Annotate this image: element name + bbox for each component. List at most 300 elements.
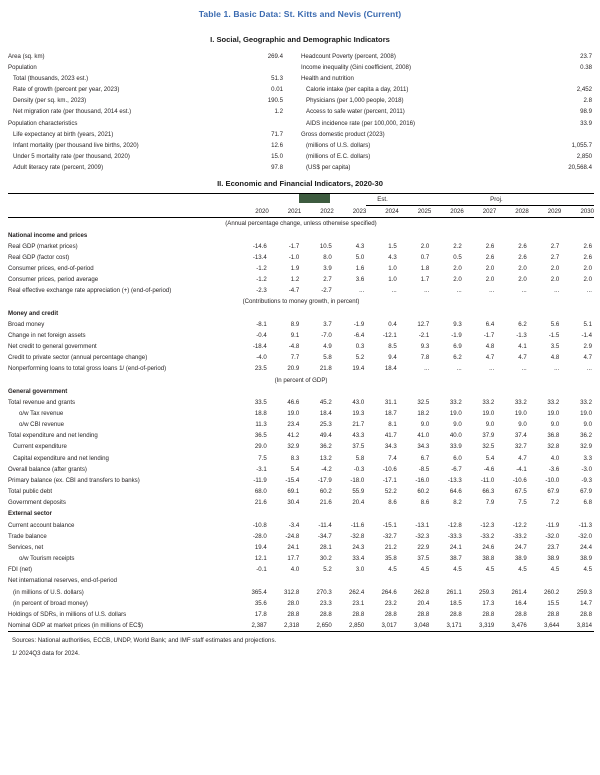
section-1-value bbox=[242, 118, 301, 129]
cell-2023: -11.6 bbox=[350, 521, 365, 529]
cell-2025: 60.2 bbox=[417, 488, 430, 496]
section-1-row bbox=[8, 162, 301, 173]
cell-2025: 1.8 bbox=[420, 264, 430, 272]
cell-2028: 28.8 bbox=[514, 610, 527, 618]
cell-2023: 33.4 bbox=[352, 555, 365, 563]
section-1-label: Income inequality (Gini coefficient, 2008) bbox=[301, 64, 411, 72]
cell-2021: 9.1 bbox=[290, 331, 300, 339]
cell-2021: -1.7 bbox=[288, 242, 300, 250]
cell-2030: 4.5 bbox=[583, 566, 592, 574]
cell-2024: 8.1 bbox=[388, 421, 397, 429]
cell-2027: 28.8 bbox=[482, 610, 495, 618]
cell-2026: -6.7 bbox=[451, 465, 462, 473]
cell-2026: 40.0 bbox=[449, 432, 462, 440]
cell-2022: 36.2 bbox=[319, 443, 332, 451]
cell-2021: 69.1 bbox=[287, 488, 300, 496]
cell-2021: 312.8 bbox=[284, 588, 300, 596]
cell-2020: 18.8 bbox=[254, 410, 267, 417]
section-1-row bbox=[301, 129, 594, 140]
cell-2030: 2.0 bbox=[583, 276, 592, 284]
cell-2021: 24.1 bbox=[287, 543, 300, 551]
row-label: o/w CBI revenue bbox=[19, 421, 65, 429]
section-1-label: Under 5 mortality rate (per thousand, 2020) bbox=[13, 152, 130, 160]
cell-2026: 33.9 bbox=[449, 443, 462, 451]
cell-2030: 9.0 bbox=[583, 421, 592, 429]
cell-2028: 7.5 bbox=[518, 499, 527, 507]
row-label: (in millions of U.S. dollars) bbox=[13, 588, 84, 596]
cell-2025: 41.0 bbox=[417, 432, 430, 440]
cell-2022: 4.9 bbox=[323, 343, 332, 351]
section-2-table-wrap bbox=[6, 193, 594, 632]
row-label: Trade balance bbox=[8, 532, 47, 540]
cell-2026: 2.2 bbox=[453, 242, 462, 250]
cell-2030: 14.7 bbox=[580, 599, 592, 607]
page-title: Table 1. Basic Data: St. Kitts and Nevis (Current) bbox=[198, 9, 402, 19]
cell-2030: 3.3 bbox=[583, 454, 592, 462]
cell-2027: 259.3 bbox=[479, 588, 495, 596]
section-1-row bbox=[301, 162, 594, 173]
cell-2025: 6.7 bbox=[420, 454, 430, 462]
cell-2023: 19.3 bbox=[352, 410, 365, 417]
section-1-label: Headcount Poverty (percent, 2008) bbox=[301, 53, 396, 60]
cell-2026: 3,171 bbox=[446, 621, 462, 629]
cell-2023: 23.1 bbox=[352, 599, 365, 607]
cell-2026: 4.5 bbox=[453, 566, 462, 574]
cell-2025: 1.7 bbox=[420, 276, 430, 284]
cell-2020: 17.8 bbox=[254, 610, 267, 618]
section-1-label: AIDS incidence rate (per 100,000, 2016) bbox=[306, 119, 416, 127]
cell-2021: 7.7 bbox=[290, 354, 300, 362]
section-1-row bbox=[301, 118, 594, 129]
section-1-value: 12.6 bbox=[271, 141, 283, 149]
table-row bbox=[8, 419, 594, 430]
cell-2020: 12.1 bbox=[254, 555, 267, 563]
section-1-row bbox=[301, 62, 594, 73]
table-row bbox=[8, 352, 594, 363]
cell-2022: 3.7 bbox=[323, 320, 332, 328]
section-group-label: External sector bbox=[8, 510, 53, 518]
cell-2020: -14.6 bbox=[252, 242, 267, 250]
table-row bbox=[8, 542, 594, 553]
cell-2025: -8.5 bbox=[418, 465, 430, 473]
section-1-left-column bbox=[8, 51, 301, 173]
column-header-2029: 2029 bbox=[547, 208, 562, 216]
cell-2021: 23.4 bbox=[287, 421, 300, 429]
cell-2026: ... bbox=[456, 365, 462, 373]
cell-2023: -1.9 bbox=[353, 320, 365, 328]
section-1-row bbox=[301, 95, 594, 106]
cell-2028: 6.2 bbox=[518, 320, 527, 328]
sources-note: Sources: National authorities, ECCB, UNDP, World Bank; and IMF staff estimates and projections. bbox=[12, 637, 277, 645]
table-header-year-row bbox=[8, 206, 594, 218]
row-label: Change in net foreign assets bbox=[8, 331, 86, 339]
cell-2024: -12.1 bbox=[382, 331, 397, 339]
cell-2024: 4.5 bbox=[388, 566, 397, 574]
cell-2020: -28.0 bbox=[252, 532, 267, 540]
cell-2024: -10.6 bbox=[382, 465, 397, 473]
cell-2024: 1.0 bbox=[388, 264, 397, 272]
cell-2020: 21.6 bbox=[254, 499, 267, 507]
section-2-title: II. Economic and Financial Indicators, 2020-30 bbox=[217, 179, 383, 189]
section-1-label: Population bbox=[8, 64, 37, 72]
cell-2027: -4.6 bbox=[483, 465, 495, 473]
unit-caption-row bbox=[8, 296, 594, 307]
cell-2030: 24.4 bbox=[580, 543, 592, 551]
section-group-row bbox=[8, 386, 594, 397]
cell-2023: -0.3 bbox=[353, 465, 365, 473]
cell-2023: -32.8 bbox=[350, 532, 365, 540]
column-header-2027: 2027 bbox=[482, 208, 497, 216]
section-1-value: 33.9 bbox=[580, 119, 592, 127]
cell-2024: 264.6 bbox=[381, 588, 397, 596]
cell-2021: 2,318 bbox=[284, 621, 300, 629]
section-1-label: Life expectancy at birth (years, 2021) bbox=[13, 130, 114, 138]
cell-2029: 23.7 bbox=[547, 543, 560, 551]
section-1-label: Access to safe water (percent, 2011) bbox=[306, 108, 405, 116]
cell-2028: 32.7 bbox=[514, 443, 527, 451]
section-group-row bbox=[8, 308, 594, 319]
section-1-value: 190.5 bbox=[267, 97, 283, 105]
cell-2027: 2.6 bbox=[485, 253, 495, 261]
table-row bbox=[8, 520, 594, 531]
cell-2022: 30.2 bbox=[319, 555, 332, 563]
column-header-2026: 2026 bbox=[450, 208, 464, 216]
section-1-title: I. Social, Geographic and Demographic Indicators bbox=[210, 35, 390, 44]
section-1-label: Total (thousands, 2023 est.) bbox=[13, 75, 89, 83]
cell-2025: 4.5 bbox=[420, 566, 430, 574]
cell-2021: 8.9 bbox=[290, 320, 300, 328]
cell-2030: 2.6 bbox=[583, 242, 592, 250]
cell-2022: 270.3 bbox=[316, 588, 332, 596]
cell-2025: 22.9 bbox=[417, 543, 430, 551]
cell-2024: 52.2 bbox=[384, 488, 397, 496]
cell-2028: 9.0 bbox=[518, 421, 527, 429]
cell-2029: 2.0 bbox=[550, 264, 560, 272]
cell-2029: 7.2 bbox=[550, 499, 560, 507]
cell-2023: 2,850 bbox=[349, 621, 365, 629]
cell-2022: 49.4 bbox=[319, 432, 332, 440]
cell-2030: ... bbox=[586, 287, 592, 295]
cell-2026: 2.0 bbox=[453, 276, 462, 284]
unit-caption: (In percent of GDP) bbox=[274, 376, 328, 384]
cell-2020: -2.3 bbox=[256, 287, 267, 295]
year-highlight-block bbox=[299, 194, 329, 203]
cell-2025: 34.3 bbox=[417, 443, 430, 451]
cell-2025: -2.1 bbox=[418, 331, 430, 339]
unit-caption-row bbox=[8, 218, 594, 229]
cell-2022: 13.2 bbox=[319, 454, 332, 462]
cell-2022: 2.7 bbox=[323, 276, 332, 284]
cell-2029: 28.8 bbox=[547, 610, 560, 618]
cell-2027: -1.7 bbox=[483, 331, 495, 339]
cell-2022: 2,650 bbox=[316, 621, 332, 629]
cell-2029: 260.2 bbox=[544, 588, 560, 596]
column-header-2023: 2023 bbox=[352, 207, 367, 215]
cell-2023: 4.3 bbox=[355, 242, 365, 250]
cell-2027: 19.0 bbox=[482, 410, 495, 417]
cell-2023: 0.3 bbox=[355, 343, 365, 351]
section-1-value: 23.7 bbox=[580, 53, 592, 60]
section-1-value bbox=[540, 129, 594, 140]
row-label: FDI (net) bbox=[8, 566, 33, 574]
row-label: Current expenditure bbox=[13, 443, 67, 451]
cell-2023: 262.4 bbox=[349, 588, 365, 596]
table-row bbox=[8, 620, 594, 631]
cell-2023: 28.8 bbox=[352, 610, 365, 618]
cell-2024: 41.7 bbox=[384, 432, 397, 440]
row-label: Real GDP (factor cost) bbox=[8, 253, 70, 261]
cell-2030: 36.2 bbox=[580, 432, 592, 440]
section-1-label: Physicians (per 1,000 people, 2018) bbox=[306, 97, 404, 105]
cell-2026: 38.7 bbox=[449, 555, 462, 563]
table-row bbox=[8, 330, 594, 341]
cell-2020: 29.0 bbox=[254, 443, 267, 451]
cell-2024: ... bbox=[391, 287, 397, 295]
cell-2021: -3.4 bbox=[288, 521, 300, 529]
row-label: Real GDP (market prices) bbox=[8, 242, 78, 250]
section-1-label: Area (sq. km) bbox=[8, 53, 45, 60]
cell-2027: 4.7 bbox=[485, 354, 495, 362]
section-1-value: 71.7 bbox=[271, 130, 283, 138]
cell-2022: -11.4 bbox=[318, 521, 332, 529]
cell-2030: -9.3 bbox=[581, 476, 592, 484]
cell-2021: 30.4 bbox=[287, 499, 300, 507]
cell-2022: -4.2 bbox=[321, 465, 332, 473]
cell-2025: 262.8 bbox=[414, 588, 430, 596]
section-1-row bbox=[301, 140, 594, 151]
cell-2022: -7.0 bbox=[321, 331, 332, 339]
cell-2029: -1.5 bbox=[548, 331, 560, 339]
section-1-value: 269.4 bbox=[267, 53, 283, 60]
section-1-row bbox=[8, 151, 301, 162]
table-row bbox=[8, 553, 594, 564]
section-1-value: 20,568.4 bbox=[568, 163, 592, 171]
table-row bbox=[8, 475, 594, 486]
row-label: Primary balance (ex. CBI and transfers to banks) bbox=[8, 476, 140, 484]
section-group-label: National income and prices bbox=[8, 231, 88, 239]
cell-2023: 3.6 bbox=[355, 276, 365, 284]
cell-2023: -6.4 bbox=[353, 331, 365, 339]
cell-2020: -11.9 bbox=[253, 476, 267, 484]
row-label: Current account balance bbox=[8, 521, 75, 529]
cell-2028: -1.3 bbox=[516, 331, 527, 339]
cell-2029: ... bbox=[554, 365, 560, 373]
row-label: Total revenue and grants bbox=[8, 398, 76, 406]
cell-2020: 7.5 bbox=[258, 454, 267, 462]
column-header-2024: 2024 bbox=[385, 208, 399, 216]
table-row bbox=[8, 319, 594, 330]
header-year-spacer bbox=[8, 206, 236, 218]
cell-2025: 7.8 bbox=[420, 354, 430, 362]
table-row bbox=[8, 397, 594, 408]
cell-2022: 60.2 bbox=[319, 488, 332, 496]
section-1-value: 2,452 bbox=[576, 86, 592, 94]
cell-2027: 32.5 bbox=[482, 443, 495, 451]
header-blank-2023 bbox=[334, 194, 367, 206]
section-1-label: (millions of U.S. dollars) bbox=[306, 141, 371, 149]
table-row bbox=[8, 564, 594, 575]
cell-2024: 1.0 bbox=[388, 276, 397, 284]
cell-2028: 4.1 bbox=[518, 343, 527, 351]
section-1-value: 98.9 bbox=[580, 108, 592, 116]
cell-2028: 2.6 bbox=[518, 242, 527, 250]
unit-caption-row bbox=[8, 375, 594, 386]
row-label: Total public debt bbox=[8, 488, 53, 496]
cell-2030: 67.9 bbox=[580, 488, 592, 496]
cell-2024: 21.2 bbox=[384, 543, 397, 551]
column-header-2022: 2022 bbox=[320, 207, 334, 215]
row-label: Holdings of SDRs, in millions of U.S. dollars bbox=[8, 610, 127, 618]
cell-2020: 35.6 bbox=[254, 599, 267, 607]
cell-2020: 68.0 bbox=[254, 488, 267, 496]
cell-2020: 23.5 bbox=[254, 365, 267, 373]
cell-2022: 28.1 bbox=[319, 543, 332, 551]
cell-2020: -0.1 bbox=[256, 566, 267, 574]
cell-2027: 9.0 bbox=[485, 421, 495, 429]
row-label: Overall balance (after grants) bbox=[8, 465, 87, 473]
cell-2026: -1.9 bbox=[451, 331, 462, 339]
cell-2027: 24.6 bbox=[482, 543, 495, 551]
cell-2030: 38.9 bbox=[580, 555, 592, 563]
table-row bbox=[8, 252, 594, 263]
cell-2020: -10.8 bbox=[252, 521, 267, 529]
cell-2026: -13.3 bbox=[447, 476, 462, 484]
cell-2024: 35.8 bbox=[384, 555, 397, 563]
cell-2028: 4.5 bbox=[518, 566, 527, 574]
cell-2029: -11.9 bbox=[545, 521, 560, 529]
cell-2027: ... bbox=[489, 365, 495, 373]
section-1-value bbox=[540, 73, 594, 84]
row-label: Government deposits bbox=[8, 499, 66, 507]
cell-2024: 8.6 bbox=[388, 499, 397, 507]
section-1-label: Gross domestic product (2023) bbox=[301, 130, 385, 138]
cell-2028: -33.2 bbox=[512, 532, 527, 540]
cell-2022: -34.7 bbox=[317, 532, 332, 540]
cell-2021: -4.7 bbox=[288, 287, 300, 295]
table-row bbox=[8, 341, 594, 352]
section-1-row bbox=[8, 129, 301, 140]
cell-2029: 67.9 bbox=[547, 488, 560, 496]
cell-2030: 2.6 bbox=[583, 253, 592, 261]
table-row bbox=[8, 453, 594, 464]
unit-caption: (Annual percentage change, unless otherwise specified) bbox=[225, 220, 377, 228]
cell-2022: 18.4 bbox=[319, 410, 332, 417]
cell-2020: 36.5 bbox=[254, 432, 267, 440]
cell-2024: -32.7 bbox=[382, 532, 397, 540]
cell-2024: 1.5 bbox=[388, 242, 397, 250]
section-group-row bbox=[8, 230, 594, 241]
cell-2027: ... bbox=[489, 287, 495, 295]
cell-2026: 0.5 bbox=[453, 253, 462, 261]
cell-2020: 365.4 bbox=[251, 588, 267, 596]
unit-caption: (Contributions to money growth, in percent) bbox=[242, 298, 360, 306]
cell-2020: -1.2 bbox=[256, 264, 267, 272]
cell-2030: -1.4 bbox=[581, 331, 592, 339]
cell-2027: -11.0 bbox=[480, 476, 495, 484]
table-row bbox=[8, 486, 594, 497]
row-label: Credit to private sector (annual percentage change) bbox=[8, 354, 148, 362]
cell-2028: 19.0 bbox=[514, 410, 527, 417]
section-1-value: 97.8 bbox=[271, 163, 283, 171]
section-1-row bbox=[301, 151, 594, 162]
cell-2020: -1.2 bbox=[256, 276, 267, 284]
section-1-value: 0.01 bbox=[271, 86, 283, 94]
cell-2025: -32.3 bbox=[415, 532, 430, 540]
section-1-row bbox=[8, 62, 301, 73]
cell-2023: 3.0 bbox=[355, 566, 365, 574]
column-header-2021: 2021 bbox=[287, 207, 302, 215]
cell-2027: 5.4 bbox=[485, 454, 495, 462]
cell-2021: 4.0 bbox=[290, 566, 300, 574]
cell-2030: 32.9 bbox=[580, 443, 592, 451]
cell-2030: 2.9 bbox=[583, 343, 592, 351]
table-row bbox=[8, 274, 594, 285]
cell-2021: -15.4 bbox=[285, 476, 300, 484]
cell-2024: 4.3 bbox=[388, 253, 397, 261]
cell-2030: 28.8 bbox=[580, 610, 592, 618]
table-row bbox=[8, 263, 594, 274]
cell-2024: 34.3 bbox=[384, 443, 397, 451]
cell-2022: 3.9 bbox=[323, 264, 332, 272]
cell-2024: 23.2 bbox=[384, 599, 397, 607]
section-group-row bbox=[8, 575, 594, 586]
table-row bbox=[8, 531, 594, 542]
row-label: Consumer prices, end-of-period bbox=[8, 264, 94, 272]
row-label: o/w Tourism receipts bbox=[19, 555, 75, 563]
section-1-row bbox=[301, 73, 594, 84]
section-1-indicators bbox=[6, 51, 594, 173]
cell-2024: 7.4 bbox=[388, 454, 397, 462]
cell-2027: 4.5 bbox=[485, 566, 495, 574]
cell-2029: 15.5 bbox=[547, 599, 560, 607]
cell-2030: 19.0 bbox=[580, 410, 592, 417]
cell-2024: 0.4 bbox=[388, 320, 397, 328]
cell-2027: 2.6 bbox=[485, 242, 495, 250]
section-1-label: Population characteristics bbox=[8, 119, 78, 127]
table-row bbox=[8, 598, 594, 609]
cell-2021: 19.0 bbox=[287, 410, 300, 417]
table-row bbox=[8, 430, 594, 441]
cell-2030: 3,814 bbox=[576, 621, 592, 629]
cell-2026: 6.2 bbox=[453, 354, 462, 362]
cell-2024: 8.5 bbox=[388, 343, 397, 351]
cell-2025: 37.5 bbox=[417, 555, 430, 563]
cell-2025: -16.0 bbox=[415, 476, 430, 484]
section-1-label: Net migration rate (per thousand, 2014 est.) bbox=[13, 108, 132, 116]
cell-2022: 8.0 bbox=[323, 253, 332, 261]
cell-2028: 4.7 bbox=[518, 454, 527, 462]
cell-2022: 10.5 bbox=[319, 242, 332, 250]
column-header-2028: 2028 bbox=[515, 208, 529, 216]
cell-2025: 9.0 bbox=[420, 421, 430, 429]
cell-2025: 20.4 bbox=[417, 599, 430, 607]
cell-2022: 21.6 bbox=[319, 499, 332, 507]
cell-2028: ... bbox=[521, 365, 527, 373]
cell-2029: 3.5 bbox=[550, 343, 560, 351]
cell-2029: 2.7 bbox=[550, 253, 560, 261]
cell-2028: 3,476 bbox=[511, 621, 527, 629]
cell-2021: -4.8 bbox=[288, 343, 300, 351]
cell-2022: 23.3 bbox=[319, 599, 332, 607]
section-1-value: 15.0 bbox=[271, 152, 283, 160]
table-row bbox=[8, 241, 594, 252]
cell-2027: 2.0 bbox=[485, 264, 495, 272]
section-1-value: 1,055.7 bbox=[571, 141, 592, 149]
cell-2027: 3,319 bbox=[479, 621, 495, 629]
cell-2026: 6.9 bbox=[453, 343, 462, 351]
cell-2025: 0.7 bbox=[420, 253, 430, 261]
cell-2021: 17.7 bbox=[287, 555, 300, 563]
